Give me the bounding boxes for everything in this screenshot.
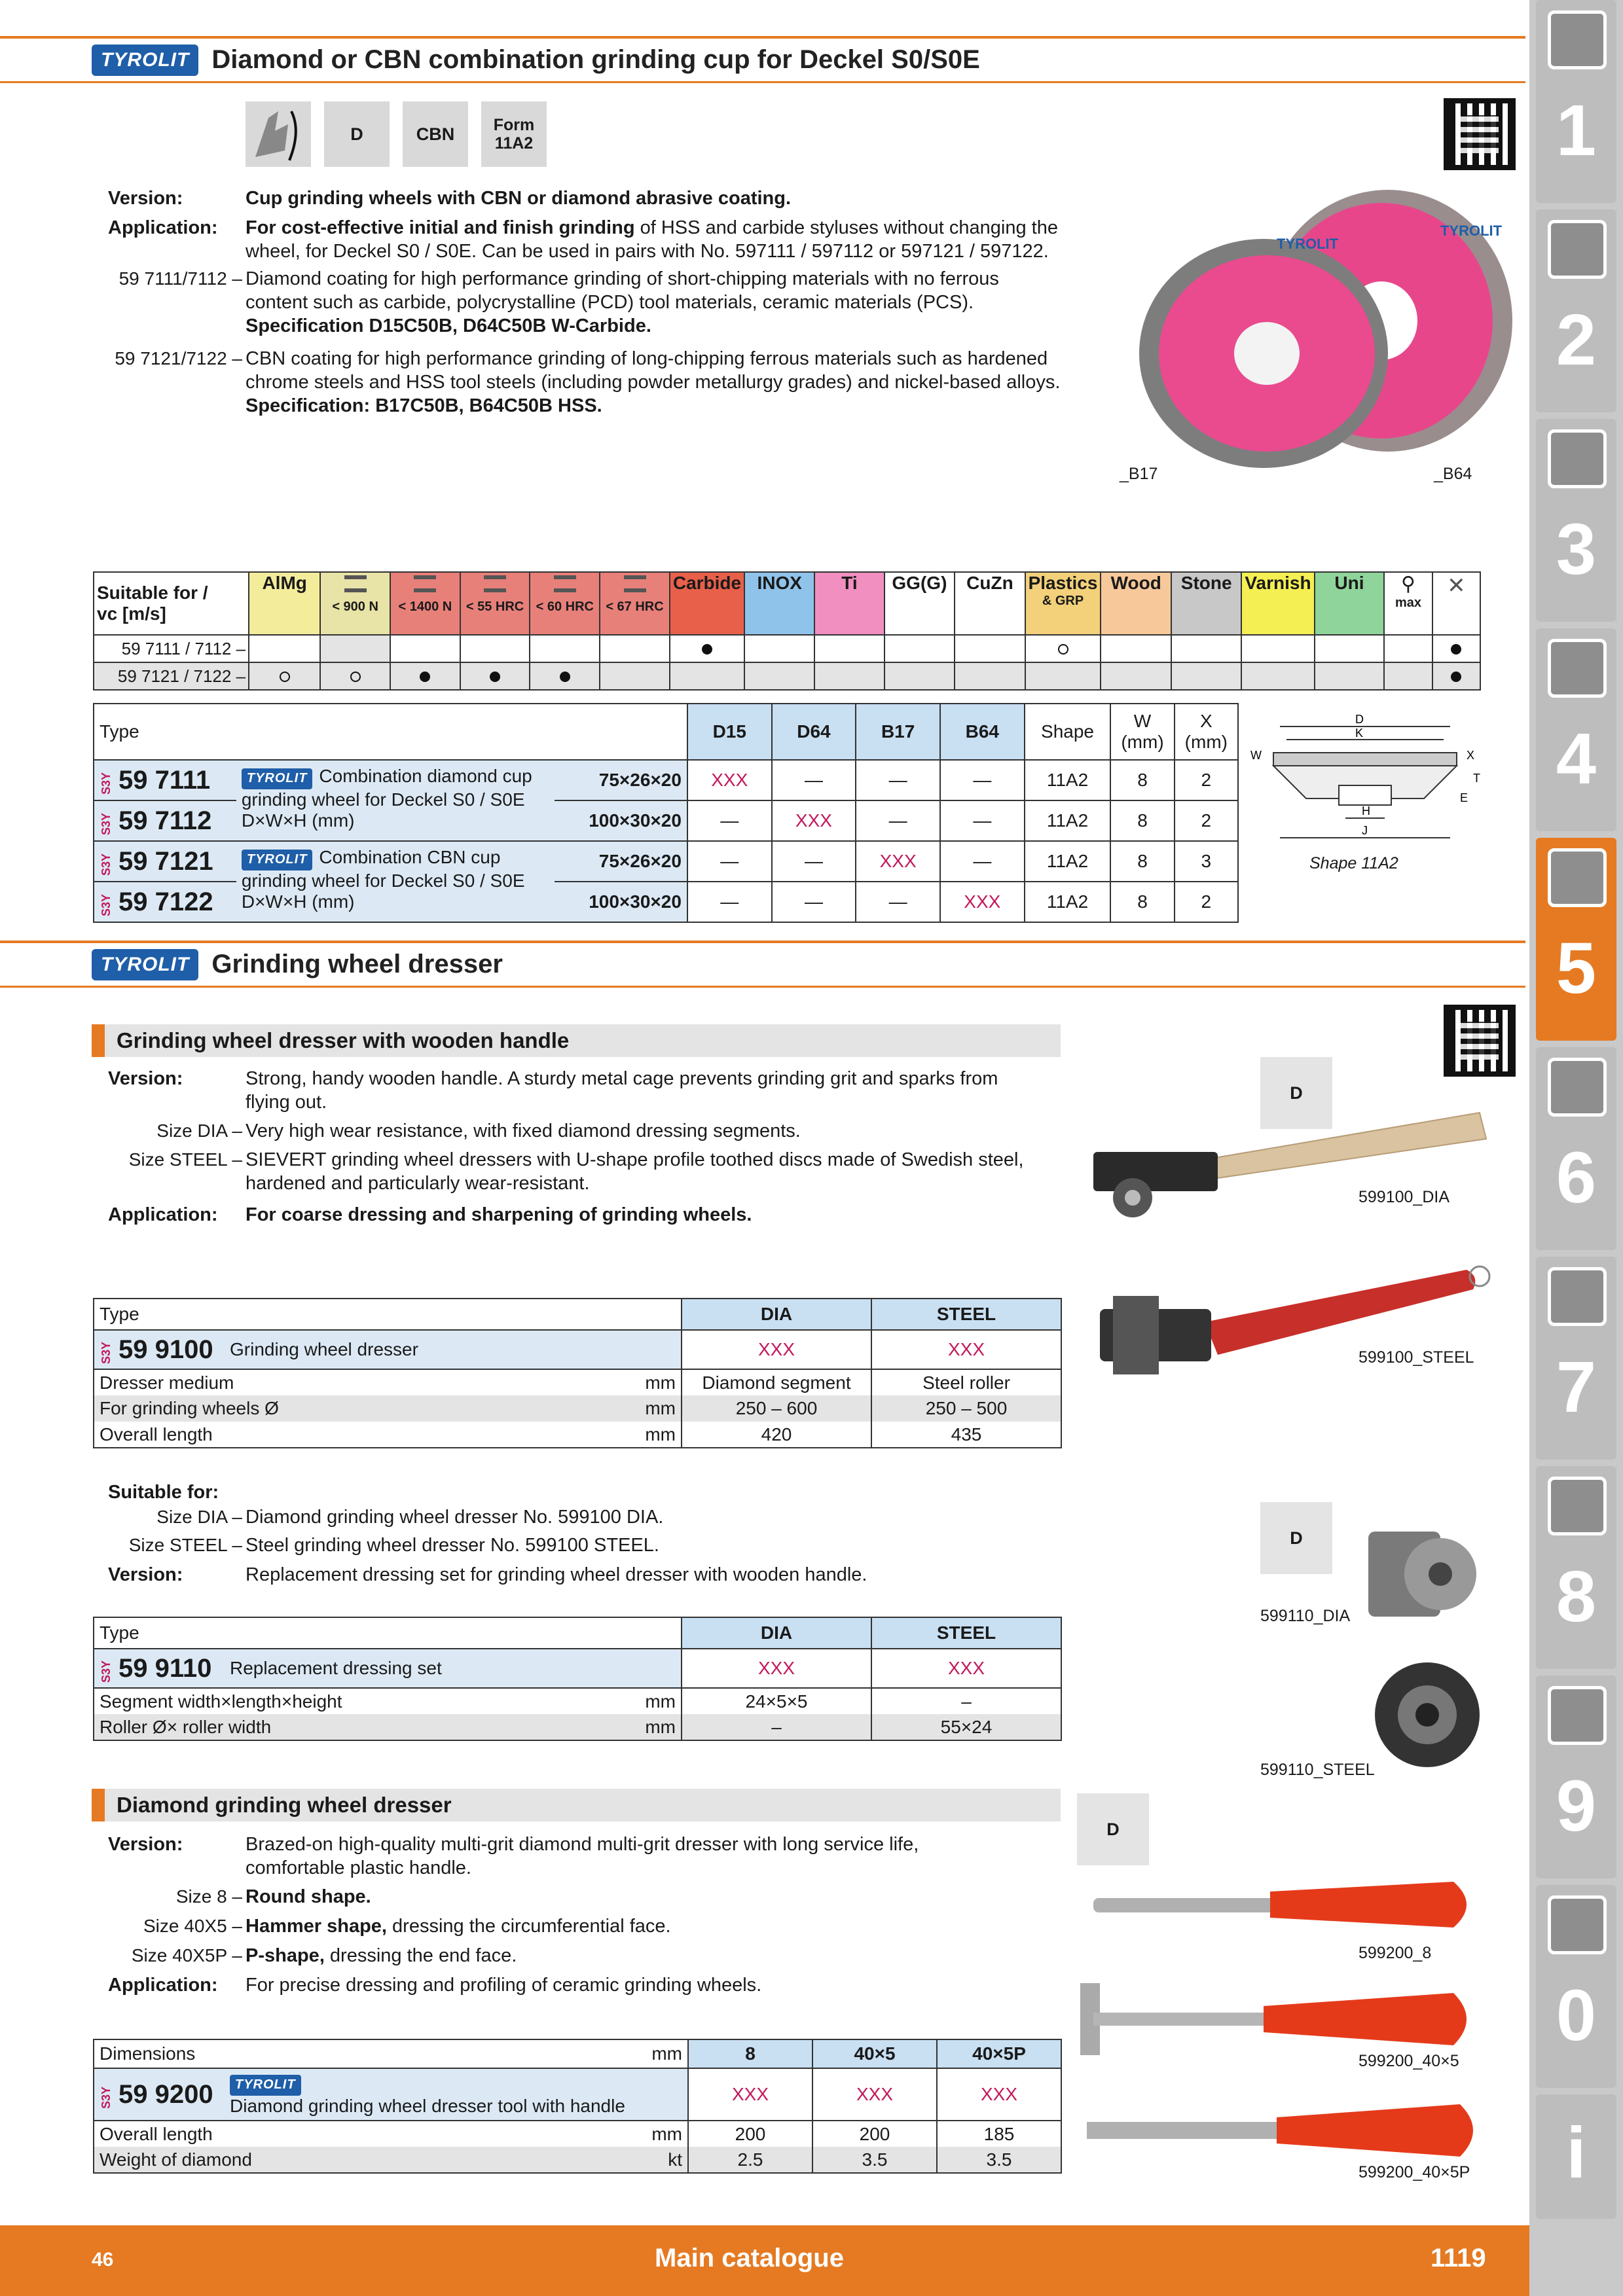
dimensions: 75×26×20 (555, 760, 687, 800)
value: XXX (871, 1649, 1061, 1688)
version-text: Replacement dressing set for grinding wheel dresser with wooden handle. (246, 1564, 867, 1585)
table-row (94, 1330, 1061, 1369)
circle-suitable (350, 672, 361, 682)
col-hrc-67: < 67 HRC (600, 572, 670, 635)
diamond-dresser-table (93, 2039, 1062, 2174)
cabinet-icon (1548, 1686, 1607, 1745)
steel-beam-icon (340, 573, 371, 595)
value: 420 (682, 1422, 871, 1448)
row-label: Roller Ø× roller width mm (94, 1714, 682, 1740)
value: — (940, 800, 1025, 841)
col-b17: B17 (856, 704, 940, 760)
value: XXX (871, 1330, 1061, 1369)
tyrolit-logo: TYROLIT (92, 45, 198, 76)
circle-suitable (1058, 644, 1068, 655)
size-steel-label: Size STEEL – (128, 1149, 242, 1170)
value: XXX (687, 760, 772, 800)
caption-b17: _B17 (1120, 465, 1158, 483)
col-steel: STEEL (871, 1617, 1061, 1649)
dot-suitable (702, 644, 712, 655)
col-8: 8 (688, 2039, 812, 2068)
value: — (687, 841, 772, 882)
value: 11A2 (1025, 841, 1111, 882)
value: 24×5×5 (682, 1688, 871, 1714)
dresser-dia-photo (1087, 1100, 1493, 1230)
row-label: Dresser medium mm (94, 1369, 682, 1395)
value: — (940, 841, 1025, 882)
suitable-for-header: Suitable for / vc [m/s] (94, 572, 249, 635)
value: — (772, 841, 856, 882)
cbn-label: 59 7121/7122 – (115, 348, 242, 368)
value: 2 (1175, 800, 1238, 841)
value: 11A2 (1025, 800, 1111, 841)
diagram-label: E (1460, 791, 1468, 804)
row-label: Overall length mm (94, 2121, 688, 2147)
insert-icon (1548, 220, 1607, 279)
chapter-tab-5[interactable]: 5 (1536, 838, 1616, 1041)
value: 2 (1175, 760, 1238, 800)
col-wood: Wood (1101, 572, 1171, 635)
application-text: For coarse dressing and sharpening of grinding wheels. (246, 1204, 752, 1225)
cup-type-table (93, 703, 1239, 923)
table-row (94, 1649, 1061, 1688)
type-header: Type (94, 1617, 682, 1649)
col-plastics: Plastics & GRP (1025, 572, 1101, 635)
diagram-label: W (1250, 749, 1262, 762)
table-row (94, 2147, 1061, 2173)
value: XXX (856, 841, 940, 882)
diagram-label: K (1355, 726, 1364, 740)
value: — (856, 800, 940, 841)
section-title: Diamond or CBN combination grinding cup for Deckel S0/S0E (211, 45, 980, 74)
value: 3.5 (812, 2147, 937, 2173)
value: — (856, 760, 940, 800)
description: TYROLIT Diamond grinding wheel dresser tool with handle (225, 2068, 688, 2121)
caption-599100-dia: 599100_DIA (1359, 1188, 1450, 1206)
diagram-label: D (1355, 713, 1364, 726)
suitability-table (93, 571, 1481, 691)
subhead-wooden-dresser: Grinding wheel dresser with wooden handle (92, 1024, 1061, 1057)
badge-d: D (1077, 1793, 1149, 1865)
col-steel-900: < 900 N (320, 572, 390, 635)
dot-suitable (1451, 644, 1461, 655)
value: 200 (812, 2121, 937, 2147)
section-header-dresser (0, 941, 1525, 988)
article-code: S3Y 59 9200 (94, 2068, 225, 2121)
value: 250 – 500 (871, 1395, 1061, 1422)
col-w: W (mm) (1110, 704, 1174, 760)
value: 11A2 (1025, 882, 1111, 922)
table-row (94, 2068, 1061, 2121)
value: 3 (1175, 841, 1238, 882)
qr-code-icon[interactable] (1444, 98, 1516, 170)
dot-suitable (1451, 672, 1461, 682)
row-label: 59 7121 / 7122 – (94, 662, 249, 690)
col-varnish: Varnish (1241, 572, 1314, 635)
size-steel-label: Size STEEL – (128, 1535, 242, 1555)
row-label: Overall length mm (94, 1422, 682, 1448)
diamond-label: 59 7111/7112 – (119, 268, 242, 289)
col-40x5p: 40×5P (937, 2039, 1061, 2068)
table-row (94, 1714, 1061, 1740)
size-40x5p-text: P-shape, dressing the end face. (246, 1945, 517, 1966)
dimensions: 100×30×20 (555, 800, 687, 841)
article-code: S3Y 59 7122 (94, 882, 236, 922)
drill-icon (1548, 10, 1607, 69)
table-row (94, 1422, 1061, 1448)
dresser-40x5-photo (1074, 1977, 1493, 2062)
value: 185 (937, 2121, 1061, 2147)
replacement-steel-photo (1368, 1656, 1486, 1774)
diagram-label: X (1467, 749, 1475, 762)
caption-599100-steel: 599100_STEEL (1359, 1348, 1474, 1367)
size-8-text: Round shape. (246, 1886, 371, 1907)
value: XXX (682, 1330, 871, 1369)
cup-description-cbn: TYROLIT Combination CBN cup grinding wheel for Deckel S0 / S0E D×W×H (mm) (236, 841, 555, 922)
size-8-label: Size 8 – (175, 1886, 242, 1907)
svg-text:TYROLIT: TYROLIT (1440, 223, 1503, 239)
chapter-tab-3[interactable]: 3 (1536, 419, 1616, 622)
badge-cbn: CBN (403, 101, 468, 167)
col-steel-1400: < 1400 N (390, 572, 460, 635)
caption-b64: _B64 (1434, 465, 1472, 483)
tool-holder-icon (1548, 429, 1607, 488)
suitable-for-label: Suitable for: (108, 1482, 219, 1503)
type-header: Type (94, 1299, 682, 1330)
article-code: S3Y 59 9110 (94, 1649, 225, 1688)
size-steel-text: Steel grinding wheel dresser No. 599100 STEEL. (246, 1535, 659, 1556)
caption-599200-40x5: 599200_40×5 (1359, 2052, 1459, 2070)
caption-599200-40x5p: 599200_40×5P (1359, 2163, 1470, 2181)
dimensions: 100×30×20 (555, 882, 687, 922)
value: 8 (1110, 760, 1174, 800)
badge-d: D (1260, 1502, 1332, 1574)
dot-suitable (420, 672, 430, 682)
tap-icon: ⚲ (1401, 573, 1415, 595)
section-title: Grinding wheel dresser (211, 950, 503, 978)
value: XXX (940, 882, 1025, 922)
size-40x5-text: Hammer shape, dressing the circumferential face. (246, 1916, 671, 1937)
application-label: Application: (108, 1204, 218, 1225)
col-coolant: ⚲ max (1384, 572, 1432, 635)
diagram-label: T (1473, 772, 1480, 785)
col-cuzn: CuZn (955, 572, 1025, 635)
chapter-tab-8[interactable]: 8 (1536, 1466, 1616, 1669)
shape-caption: Shape 11A2 (1309, 854, 1398, 872)
article-code: S3Y 59 7111 (94, 760, 236, 800)
badge-d: D (1260, 1057, 1332, 1129)
application-label: Application: (108, 1975, 218, 1996)
size-dia-text: Diamond grinding wheel dresser No. 599100 DIA. (246, 1507, 664, 1528)
value: 435 (871, 1422, 1061, 1448)
chapter-tab-6[interactable]: 6 (1536, 1047, 1616, 1250)
replacement-dia-photo (1362, 1518, 1486, 1630)
article-code: S3Y 59 7121 (94, 841, 236, 882)
size-40x5p-label: Size 40X5P – (131, 1945, 242, 1965)
table-row (94, 1688, 1061, 1714)
col-40x5: 40×5 (812, 2039, 937, 2068)
application-text: For cost-effective initial and finish grinding of HSS and carbide styluses without changing the wheel, for Deckel S0 / S0E. Can be used in pairs with No. 597111 / 597112 or 597121 / 597122. (246, 217, 1058, 262)
description: Grinding wheel dresser (225, 1330, 682, 1369)
col-steel: STEEL (871, 1299, 1061, 1330)
tyrolit-logo: TYROLIT (92, 949, 198, 980)
diagram-label: J (1362, 824, 1368, 837)
suitability-row (94, 635, 1480, 662)
value: 2 (1175, 882, 1238, 922)
row-label: 59 7111 / 7112 – (94, 635, 249, 662)
chapter-tab-0[interactable]: 0 (1536, 1885, 1616, 2088)
col-b64: B64 (940, 704, 1025, 760)
badge-form: Form 11A2 (481, 101, 547, 167)
dresser-8-photo (1087, 1872, 1493, 1937)
value: XXX (682, 1649, 871, 1688)
value: Steel roller (871, 1369, 1061, 1395)
cbn-text: CBN coating for high performance grinding of long-chipping ferrous materials such as hardened chrome steels and HSS tool steels (including powder metallurgy grades) and nickel-based alloys. Specification: B17C50B, B64C50B HSS. (246, 348, 1061, 416)
steel-beam-icon (410, 573, 440, 595)
value: — (772, 882, 856, 922)
grinding-stylus-icon (246, 101, 311, 167)
version-label: Version: (108, 188, 183, 209)
article-code: S3Y 59 9100 (94, 1330, 225, 1369)
wrench-icon (1548, 1058, 1607, 1117)
dimensions: 75×26×20 (555, 841, 687, 882)
qr-code-icon[interactable] (1444, 1005, 1516, 1077)
section-header-cup (0, 36, 1525, 83)
dresser-40x5p-photo (1080, 2094, 1493, 2166)
size-steel-text: SIEVERT grinding wheel dressers with U-shape profile toothed discs made of Swedish steel, hardened and particularly wear-resistant. (246, 1149, 1024, 1194)
grinding-wheel-icon (1548, 848, 1607, 907)
page-number-left: 46 (92, 2249, 114, 2270)
application-label: Application: (108, 217, 218, 238)
chapter-tab-4[interactable]: 4 (1536, 628, 1616, 831)
chapter-tab-1[interactable]: 1 (1536, 0, 1616, 203)
col-inox: INOX (744, 572, 814, 635)
page-number-right: 1119 (1431, 2244, 1486, 2272)
application-text: For precise dressing and profiling of ceramic grinding wheels. (246, 1975, 762, 1996)
value: XXX (772, 800, 856, 841)
col-shape: Shape (1025, 704, 1111, 760)
table-row (94, 1395, 1061, 1422)
footer-bar (0, 2225, 1529, 2296)
col-almg: AlMg (249, 572, 320, 635)
dot-suitable (560, 672, 570, 682)
version-text: Brazed-on high-quality multi-grit diamond multi-grit dresser with long service life, comfortable plastic handle. (246, 1834, 919, 1878)
value: 250 – 600 (682, 1395, 871, 1422)
value: 55×24 (871, 1714, 1061, 1740)
value: – (871, 1688, 1061, 1714)
table-row (94, 1369, 1061, 1395)
version-text: Cup grinding wheels with CBN or diamond abrasive coating. (246, 188, 792, 209)
col-ti: Ti (814, 572, 884, 635)
value: XXX (812, 2068, 937, 2121)
caption-599110-steel: 599110_STEEL (1260, 1761, 1375, 1779)
shape-11a2-diagram (1247, 713, 1489, 857)
suitability-row (94, 662, 1480, 690)
value: — (772, 760, 856, 800)
value: 3.5 (937, 2147, 1061, 2173)
caption-599110-dia: 599110_DIA (1260, 1607, 1351, 1625)
col-dia: DIA (682, 1617, 871, 1649)
steel-beam-icon (550, 573, 580, 595)
tool-set-icon (1548, 1477, 1607, 1535)
value: XXX (937, 2068, 1061, 2121)
value: 11A2 (1025, 760, 1111, 800)
caliper-icon (1548, 639, 1607, 698)
dimensions-header: Dimensions mm (94, 2039, 688, 2068)
value: – (682, 1714, 871, 1740)
col-x: X (mm) (1175, 704, 1238, 760)
dot-suitable (490, 672, 500, 682)
row-label: Weight of diamond kt (94, 2147, 688, 2173)
no-coolant-icon: ✕ (1447, 573, 1466, 598)
table-row (94, 2121, 1061, 2147)
chapter-tab-info[interactable]: i (1536, 2094, 1616, 2219)
col-carbide: Carbide (670, 572, 744, 635)
chapter-tab-7[interactable]: 7 (1536, 1257, 1616, 1460)
value: — (687, 882, 772, 922)
svg-text:TYROLIT: TYROLIT (1277, 236, 1339, 252)
version-text: Strong, handy wooden handle. A sturdy metal cage prevents grinding grit and sparks from flying out. (246, 1068, 998, 1113)
dresser-steel-photo (1087, 1257, 1493, 1388)
description: Replacement dressing set (225, 1649, 682, 1688)
circle-suitable (280, 672, 290, 682)
col-dry (1432, 572, 1480, 635)
value: XXX (688, 2068, 812, 2121)
version-label: Version: (108, 1834, 183, 1855)
footer-title: Main catalogue (655, 2244, 844, 2272)
badge-d: D (324, 101, 390, 167)
value: 8 (1110, 882, 1174, 922)
col-d15: D15 (687, 704, 772, 760)
col-uni: Uni (1315, 572, 1385, 635)
value: 200 (688, 2121, 812, 2147)
value: — (687, 800, 772, 841)
size-dia-label: Size DIA – (156, 1121, 242, 1141)
value: Diamond segment (682, 1369, 871, 1395)
pliers-icon (1548, 1267, 1607, 1326)
chapter-tab-2[interactable]: 2 (1536, 209, 1616, 412)
size-40x5-label: Size 40X5 – (143, 1916, 242, 1936)
table-row (94, 760, 1238, 800)
caption-599200-8: 599200_8 (1359, 1944, 1432, 1962)
value: 8 (1110, 800, 1174, 841)
safety-icon (1548, 1895, 1607, 1954)
cup-wheels-photo (1113, 190, 1519, 478)
diagram-label: H (1362, 804, 1370, 817)
cup-description-diamond: TYROLIT Combination diamond cup grinding wheel for Deckel S0 / S0E D×W×H (mm) (236, 760, 555, 841)
steel-beam-icon (480, 573, 510, 595)
replacement-table (93, 1617, 1062, 1741)
table-row (94, 841, 1238, 882)
col-dia: DIA (682, 1299, 871, 1330)
col-gg: GG(G) (884, 572, 955, 635)
value: — (856, 882, 940, 922)
version-label: Version: (108, 1068, 183, 1089)
type-header: Type (94, 704, 687, 760)
dresser-table (93, 1298, 1062, 1448)
col-d64: D64 (772, 704, 856, 760)
col-stone: Stone (1171, 572, 1242, 635)
row-label: For grinding wheels Ø mm (94, 1395, 682, 1422)
chapter-tab-9[interactable]: 9 (1536, 1676, 1616, 1878)
size-dia-label: Size DIA – (156, 1507, 242, 1527)
diamond-text: Diamond coating for high performance grinding of short-chipping materials with no ferrous content such as carbide, polycrystalline (PCD) tool materials, ceramic materials (PCS). Specification D15C50B, D64C50B W-Carbide. (246, 268, 999, 336)
value: 2.5 (688, 2147, 812, 2173)
article-code: S3Y 59 7112 (94, 800, 236, 841)
subhead-diamond-dresser: Diamond grinding wheel dresser (92, 1789, 1061, 1821)
steel-beam-icon (620, 573, 650, 595)
col-hrc-55: < 55 HRC (460, 572, 530, 635)
value: — (940, 760, 1025, 800)
value: 8 (1110, 841, 1174, 882)
col-hrc-60: < 60 HRC (530, 572, 600, 635)
size-dia-text: Very high wear resistance, with fixed diamond dressing segments. (246, 1121, 801, 1141)
version-label: Version: (108, 1564, 183, 1585)
row-label: Segment width×length×height mm (94, 1688, 682, 1714)
chapter-sidebar (1529, 0, 1623, 2296)
